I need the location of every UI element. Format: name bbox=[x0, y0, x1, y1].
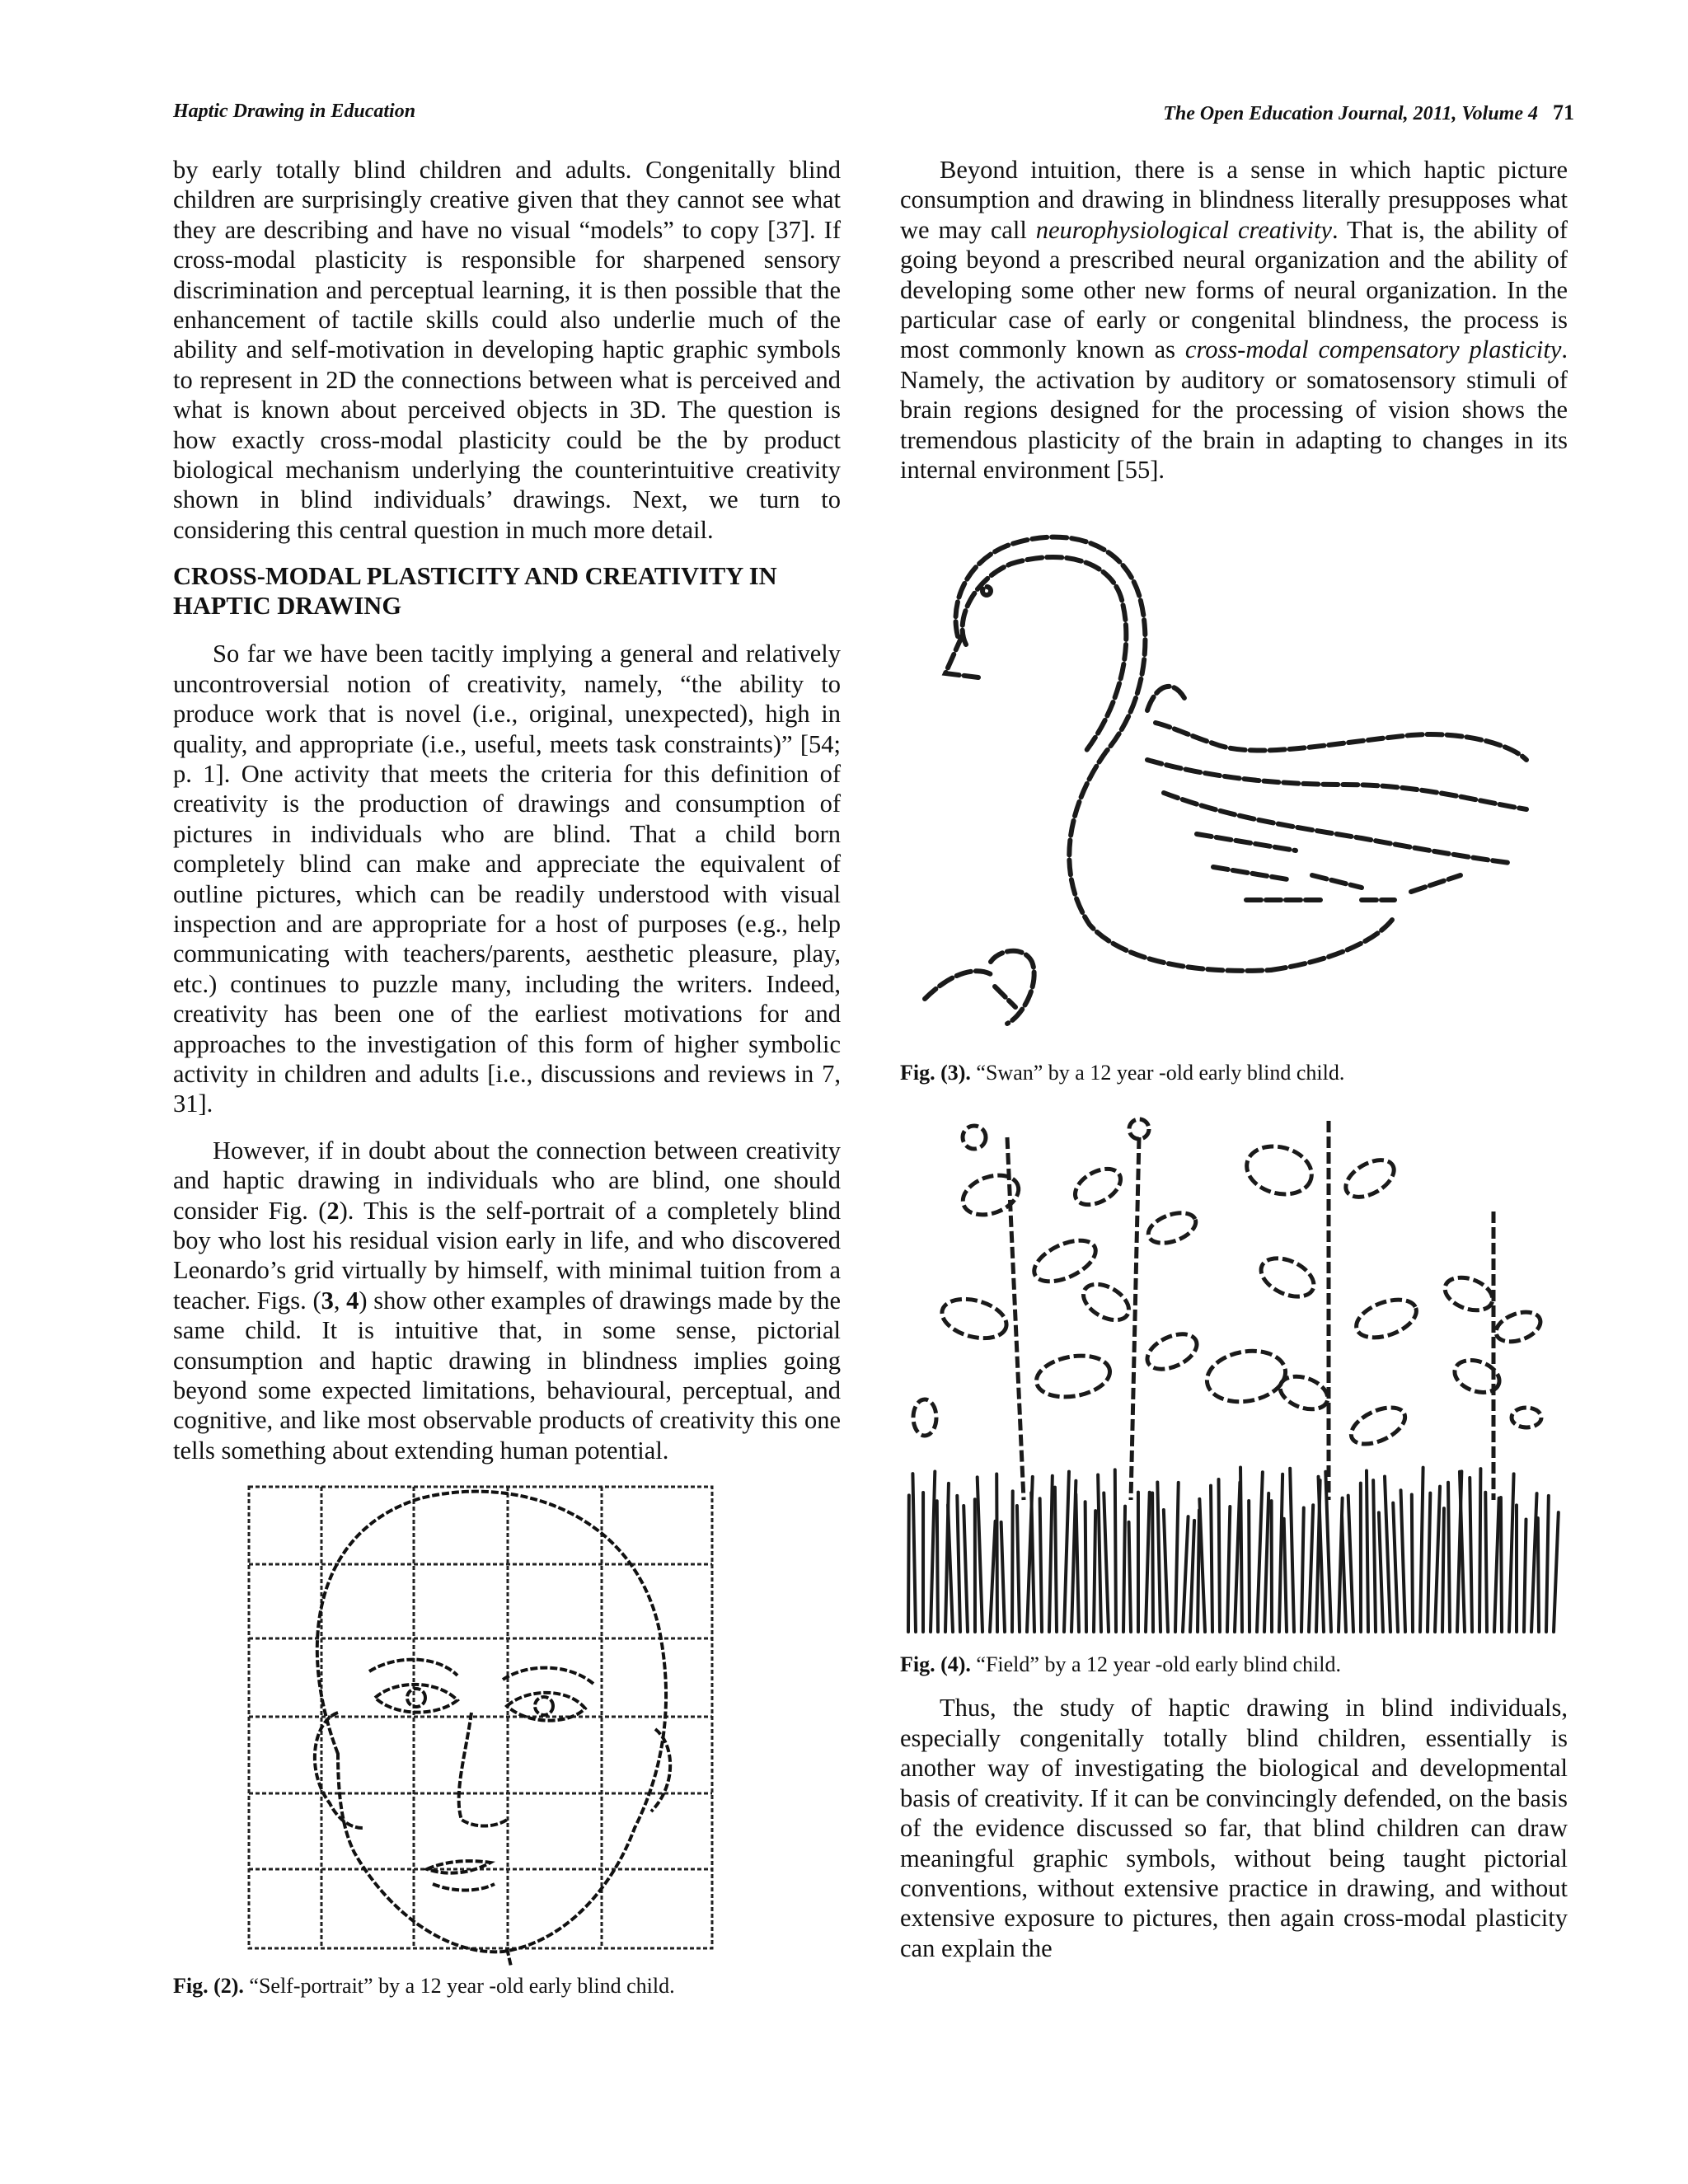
fig-ref-4: 4 bbox=[346, 1286, 359, 1315]
fig-ref-2: 2 bbox=[326, 1196, 340, 1225]
grass-blade bbox=[1115, 1470, 1116, 1633]
grass-blade bbox=[1076, 1494, 1079, 1632]
figure-swan bbox=[900, 513, 1568, 1086]
grass-blade bbox=[1435, 1487, 1440, 1632]
grass-blade bbox=[1470, 1479, 1472, 1633]
left-column bbox=[173, 155, 841, 2014]
grass-blade bbox=[1257, 1473, 1263, 1633]
grass-blade bbox=[1094, 1511, 1095, 1633]
grass-blade bbox=[1157, 1483, 1160, 1633]
grass-blade bbox=[978, 1478, 982, 1633]
figure-self-portrait bbox=[173, 1482, 841, 1999]
right-column bbox=[900, 155, 1568, 1980]
grass-blade bbox=[1152, 1493, 1153, 1632]
grass-blade bbox=[1448, 1483, 1450, 1632]
grass-blade bbox=[1235, 1483, 1240, 1632]
grass-blade bbox=[1227, 1507, 1230, 1632]
figure-caption: Fig. (4). “Field” by a 12 year -old early blind child. bbox=[900, 1652, 1342, 1677]
grass-blade bbox=[1348, 1496, 1353, 1632]
grass-blade bbox=[1017, 1506, 1020, 1632]
paragraph: by early totally blind children and adults. Congenitally blind children are surprisingly creative given that they cannot see what they are describing and have no visual “models” to copy [37]. If cross-modal plasticity is responsible for sharpened sensory discrimination and perceptual learning, it is then possible that the enhancement of tactile skills could also underlie much of the ability and self-motivation in developing haptic graphic symbols to represent in 2D the connections between what is perceived and what is known about perceived objects in 3D. The question is how exactly cross-modal plasticity could be the by product biological mechanism underlying the counterintuitive creativity shown in blind individuals’ drawings. Next, we turn to considering this central question in much more detail. bbox=[173, 156, 841, 544]
grass-blade bbox=[1309, 1506, 1313, 1633]
figure-caption: Fig. (2). “Self-portrait” by a 12 year -old early blind child. bbox=[173, 1974, 675, 1999]
grass-blade bbox=[1373, 1481, 1376, 1633]
grass-blade bbox=[1064, 1472, 1069, 1632]
grass-blade bbox=[1554, 1513, 1559, 1633]
section-heading: CROSS-MODAL PLASTICITY AND CREATIVITY IN HAPTIC DRAWING bbox=[173, 562, 777, 621]
grass-blade bbox=[1538, 1518, 1539, 1632]
grass-blade bbox=[1098, 1475, 1101, 1632]
grass-blade bbox=[1240, 1468, 1242, 1633]
running-header-right bbox=[1163, 101, 1574, 125]
figure-field bbox=[900, 1104, 1568, 1678]
grass-blade bbox=[1040, 1499, 1042, 1633]
grass-blade bbox=[1199, 1499, 1205, 1632]
grass-blade bbox=[1290, 1469, 1294, 1632]
grass-blade bbox=[1183, 1517, 1189, 1633]
emphasis: cross-modal compensatory plasticity bbox=[1184, 335, 1562, 364]
running-header-left: Haptic Drawing in Education bbox=[173, 101, 416, 122]
emphasis: neurophysiological creativity bbox=[1035, 215, 1333, 244]
grass-blade bbox=[990, 1521, 996, 1632]
grass-blade bbox=[1301, 1508, 1304, 1633]
grass-blade bbox=[1546, 1496, 1549, 1632]
grass-blade bbox=[937, 1502, 938, 1633]
grass-blade bbox=[1401, 1491, 1405, 1633]
grass-blade bbox=[1501, 1497, 1502, 1632]
grass-blade bbox=[1055, 1488, 1057, 1632]
grass-blade bbox=[1211, 1486, 1212, 1632]
grass-blade bbox=[1146, 1493, 1150, 1632]
grass-blade bbox=[1412, 1495, 1413, 1633]
grass-blade bbox=[964, 1507, 968, 1633]
grass-blade bbox=[1342, 1516, 1346, 1632]
grass-blade bbox=[1379, 1513, 1383, 1633]
grass-blade bbox=[1264, 1493, 1268, 1632]
paragraph: Beyond intuition, there is a sense in which haptic picture consumption and drawing in blindness literally presupposes what we may call neurophysiological creativity. That is, the ability of going beyond a prescribed neural organization and the ability of developing some other new forms of neural organization. In the particular case of early or congenital blindness, the process is most commonly known as cross-modal compensatory plasticity. Namely, the activation by auditory or somatosensory stimuli of brain regions designed for the processing of vision shows the tremendous plasticity of the brain in adapting to changes in its internal environment [55]. bbox=[900, 156, 1568, 485]
grass-blade bbox=[1428, 1493, 1430, 1632]
grass-blade bbox=[948, 1505, 953, 1632]
grass-blade bbox=[1049, 1476, 1053, 1632]
grass-blade bbox=[1198, 1511, 1199, 1633]
grass-blade bbox=[908, 1496, 909, 1633]
grass-blade bbox=[1249, 1501, 1250, 1632]
figure-caption: Fig. (3). “Swan” by a 12 year -old early blind child. bbox=[900, 1061, 1345, 1085]
field-drawing bbox=[900, 1104, 1568, 1640]
grass-blade bbox=[1129, 1522, 1131, 1632]
figure-label: Fig. (2). bbox=[173, 1974, 244, 1999]
grass-blade bbox=[1485, 1493, 1487, 1632]
grass-blade bbox=[1393, 1503, 1398, 1632]
paragraph: Thus, the study of haptic drawing in blind individuals, especially congenitally totally blind children, essentially is another way of investigating the biological and developmental basis of creativity. If it can be convincingly defended, on the basis of the evidence discussed so far, that blind children can draw meaningful graphic symbols, without being taught pictorial conventions, without extensive practice in drawing, and without extensive exposure to pictures, then again cross-modal plasticity can explain the bbox=[900, 1694, 1568, 1962]
grass-blade bbox=[1284, 1519, 1287, 1632]
journal-citation: The Open Education Journal, 2011, Volume 4 bbox=[1163, 103, 1538, 124]
grass-blade bbox=[912, 1474, 916, 1633]
grass-blade bbox=[1524, 1520, 1526, 1633]
grass-blade bbox=[1219, 1480, 1220, 1633]
grass-blade bbox=[1190, 1521, 1194, 1632]
grass-blade bbox=[1442, 1509, 1444, 1633]
fig-ref-3: 3 bbox=[321, 1286, 334, 1315]
grass-blade bbox=[1175, 1483, 1179, 1632]
page-number: 71 bbox=[1553, 101, 1574, 124]
grass-blade bbox=[1104, 1493, 1109, 1632]
grass-blade bbox=[1479, 1469, 1480, 1633]
grass-blade bbox=[1367, 1471, 1368, 1633]
grass-blade bbox=[1123, 1507, 1125, 1632]
self-portrait-drawing bbox=[173, 1482, 841, 1966]
swan-drawing bbox=[900, 513, 1568, 1048]
grass-blade bbox=[1012, 1492, 1013, 1633]
grass-blade bbox=[1001, 1522, 1005, 1632]
grass-blade bbox=[1531, 1494, 1537, 1633]
figure-label: Fig. (4). bbox=[900, 1652, 971, 1677]
paragraph: However, if in doubt about the connection between creativity and haptic drawing in individuals who are blind, one should consider Fig. (2). This is the self-portrait of a completely blind boy who lost his residual vision early in life, and who discovered Leonardo’s grid virtually by himself, with minimal tuition from a teacher. Figs. (3, 4) show other examples of drawings made by the same child. It is intuitive that, in some sense, pictorial consumption and haptic drawing in blindness implies going beyond some expected limitations, behavioural, perceptual, and cognitive, and like most observable products of creativity this one tells something about extending human potential. bbox=[173, 1136, 842, 1465]
grass-blade bbox=[1085, 1502, 1086, 1633]
grass-blade bbox=[996, 1474, 997, 1633]
grass-blade bbox=[1509, 1474, 1514, 1633]
grass-blade bbox=[1279, 1474, 1282, 1632]
grass-blade bbox=[1385, 1477, 1390, 1632]
paragraph: So far we have been tacitly implying a general and relatively uncontroversial notion of creativity, namely, “the ability to produce work that is novel (i.e., original, unexpected), high in quality, and appropriate (i.e., useful, meets task constraints)” [54; p. 1]. One activity that meets the criteria for this definition of creativity is the production of drawings and consumption of pictures in individuals who are blind. That a child born completely blind can make and appreciate the equivalent of outline pictures, which can be readily understood with visual inspection and are appropriate for a host of purposes (e.g., help communicating with teachers/parents, aesthetic pleasure, play, etc.) continues to puzzle many, including the writers. Indeed, creativity has been one of the earliest motivations for and approaches to the investigation of this form of higher symbolic activity in children and adults [i.e., discussions and reviews in 7, 31]. bbox=[173, 640, 841, 1118]
grass-blade bbox=[1420, 1468, 1423, 1632]
grass-blade bbox=[1325, 1472, 1331, 1632]
grass-blade bbox=[957, 1496, 960, 1632]
grass-blade bbox=[1164, 1510, 1168, 1632]
grass-blade bbox=[931, 1472, 935, 1633]
grass-blade bbox=[1494, 1498, 1499, 1632]
grass-blade bbox=[1031, 1493, 1034, 1633]
figure-label: Fig. (3). bbox=[900, 1061, 971, 1085]
